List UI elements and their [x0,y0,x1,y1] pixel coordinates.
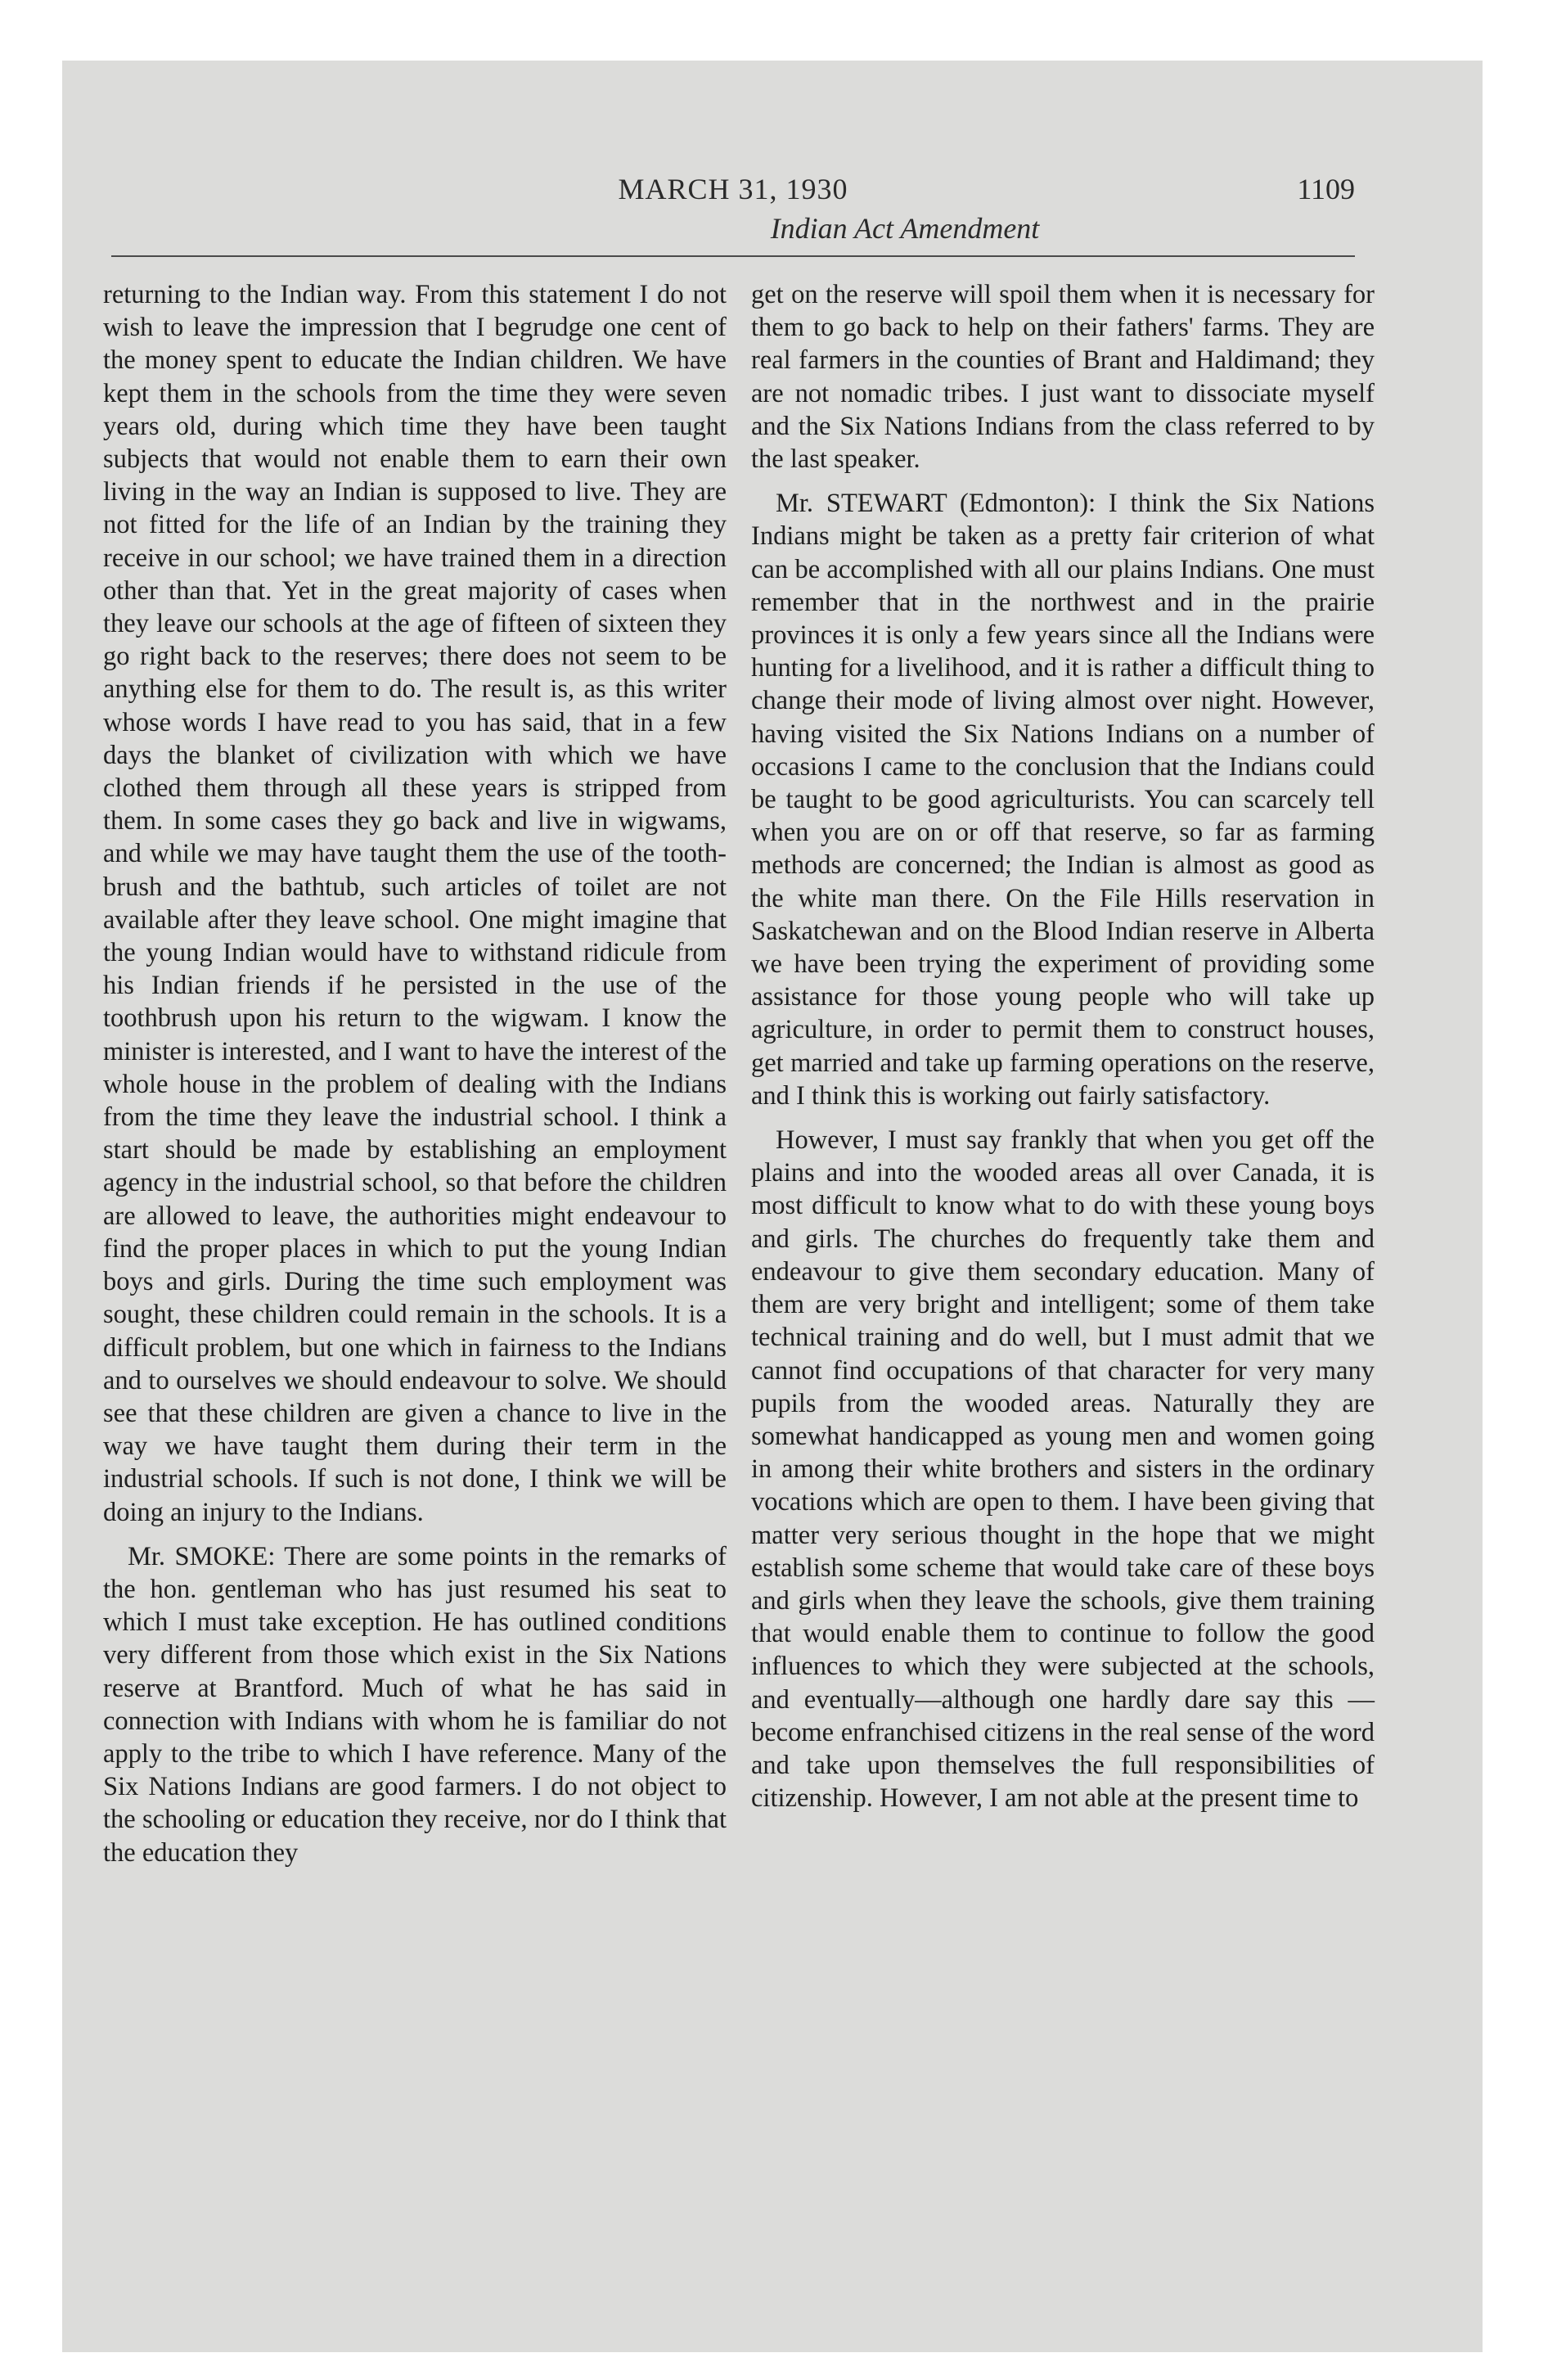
page-header [111,172,1355,254]
left-column [103,278,727,1869]
header-rule [111,255,1355,257]
paragraph: However, I must say frankly that when you get off the plains and into the wooded areas all over Canada, it is most difficult to know what to do with these young boys and girls. The churches do frequently take them and endeavour to give them secondary education. Many of them are very bright and intelligent; some of them take technical training and do well, but I must admit that we cannot find occupations of that character for very many pupils from the wooded areas. Naturally they are somewhat handicapped as young men and women going in among their white brothers and sisters in the ordinary vocations which are open to them. I have been giving that matter very serious thought in the hope that we might establish some scheme that would take care of these boys and girls when they leave the schools, give them training that would enable them to continue to follow the good influences to which they were subjected at the schools, and eventually—although one hardly dare say this —become enfranchised citizens in the real sense of the word and take upon themselves the full responsibilities of citizenship. However, I am not able at the present time to [751,1125,1375,1814]
paragraph: get on the reserve will spoil them when it is necessary for them to go back to help on their fathers' farms. They are real farmers in the counties of Brant and Haldimand; they are not nomadic tribes. I just want to dissociate myself and the Six Nations Indians from the class referred to by the last speaker. [751,280,1375,475]
section-title: Indian Act Amendment [770,212,1040,245]
page-number: 1109 [1297,173,1355,205]
page-date: MARCH 31, 1930 [618,173,848,205]
paragraph: returning to the Indian way. From this statement I do not wish to leave the impression that I begrudge one cent of the money spent to educate the Indian children. We have kept them in the schools from the time they were seven years old, during which time they have been taught subjects that would not enable them to earn their own living in the way an Indian is supposed to live. They are not fitted for the life of an Indian by the training they receive in our school; we have trained them in a direction other than that. Yet in the great majority of cases when they leave our schools at the age of fifteen of sixteen they go right back to the reserves; there does not seem to be anything else for them to do. The result is, as this writer whose words I have read to you has said, that in a few days the blanket of civilization with which we have clothed them through all these years is stripped from them. In some cases they go back and live in wigwams, and while we may have taught them the use of the toothbrush and the bathtub, such articles of toilet are not available after they leave school. One might imagine that the young Indian would have to withstand ridicule from his Indian friends if he persisted in the use of the toothbrush upon his return to the wigwam. I know the minister is interested, and I want to have the interest of the whole house in the problem of dealing with the Indians from the time they leave the industrial school. I think a start should be made by establishing an employment agency in the industrial school, so that before the children are allowed to leave, the authorities might endeavour to find the proper places in which to put the young Indian boys and girls. During the time such employment was sought, these children could remain in the schools. It is a difficult problem, but one which in fairness to the Indians and to ourselves we should endeavour to solve. We should see that these children are given a chance to live in the way we have taught them during their term in the industrial schools. If such is not done, I think we will be doing an injury to the Indians. [103,280,727,1527]
right-column [751,278,1375,1814]
paragraph: Mr. STEWART (Edmonton): I think the Six Nations Indians might be taken as a pretty fair criterion of what can be accomplished with all our plains Indians. One must remember that in the northwest and in the prairie provinces it is only a few years since all the Indians were hunting for a livelihood, and it is rather a difficult thing to change their mode of living almost over night. However, having visited the Six Nations Indians on a number of occasions I came to the conclusion that the Indians could be taught to be good agriculturists. You can scarcely tell when you are on or off that reserve, so far as farming methods are concerned; the Indian is almost as good as the white man there. On the File Hills reservation in Saskatchewan and on the Blood Indian reserve in Alberta we have been trying the experiment of providing some assistance for those young people who will take up agriculture, in order to permit them to construct houses, get married and take up farming operations on the reserve, and I think this is working out fairly satisfactory. [751,489,1375,1111]
paragraph: Mr. SMOKE: There are some points in the remarks of the hon. gentleman who has just resumed his seat to which I must take exception. He has outlined conditions very different from those which exist in the Six Nations reserve at Brantford. Much of what he has said in connection with Indians with whom he is familiar do not apply to the tribe to which I have reference. Many of the Six Nations Indians are good farmers. I do not object to the schooling or education they receive, nor do I think that the education they [103,1541,727,1868]
